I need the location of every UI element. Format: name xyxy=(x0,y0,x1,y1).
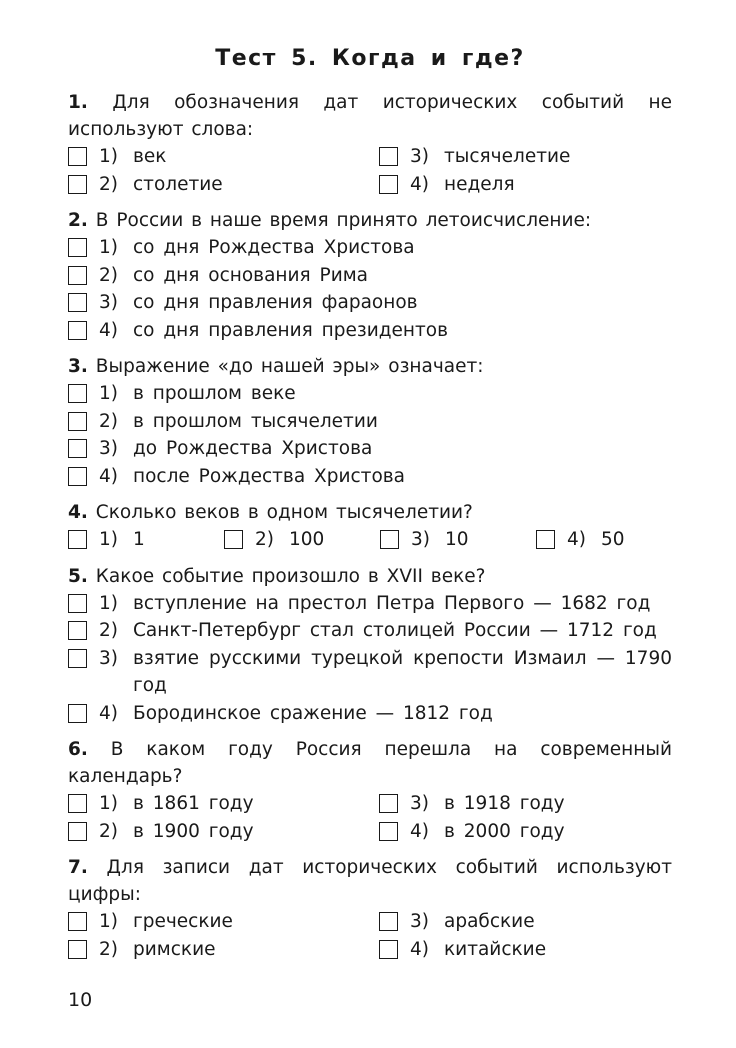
option-number: 3) xyxy=(99,438,118,459)
option-number: 3) xyxy=(410,793,429,814)
option xyxy=(379,143,672,171)
option xyxy=(224,526,380,554)
option xyxy=(68,818,379,846)
option-number: 2) xyxy=(99,264,118,286)
option-text: арабские xyxy=(444,911,535,932)
option xyxy=(68,317,672,345)
question-prompt: В каком году Россия перешла на современный календарь? xyxy=(68,739,672,787)
option-number: 3) xyxy=(410,911,429,932)
option-number: 4) xyxy=(99,465,118,487)
question-text xyxy=(68,854,672,908)
option-number: 3) xyxy=(99,647,118,669)
option xyxy=(379,936,672,964)
question-prompt: Выражение «до нашей эры» означает: xyxy=(95,356,484,377)
answer-checkbox[interactable] xyxy=(379,940,398,959)
option-text: в 1900 году xyxy=(133,820,254,842)
option xyxy=(68,380,672,408)
answer-checkbox[interactable] xyxy=(379,822,398,841)
option-text: вступление на престол Петра Первого — 1682 год xyxy=(133,592,651,614)
option-number: 2) xyxy=(99,938,118,960)
option-text: Санкт-Петербург стал столицей России — 1712 год xyxy=(133,620,657,641)
option xyxy=(68,790,379,818)
question-prompt: Сколько веков в одном тысячелетии? xyxy=(95,502,473,523)
question-number: 7. xyxy=(68,857,88,878)
option xyxy=(68,435,672,463)
option xyxy=(379,818,672,846)
test-page xyxy=(68,46,672,972)
option-number: 4) xyxy=(410,820,429,842)
option-text: 50 xyxy=(601,529,625,550)
options-row xyxy=(68,526,672,554)
answer-checkbox[interactable] xyxy=(379,912,398,931)
option-number: 4) xyxy=(410,173,429,195)
option xyxy=(379,908,672,936)
answer-checkbox[interactable] xyxy=(68,912,87,931)
option-text: в 1861 году xyxy=(133,793,254,814)
option xyxy=(379,171,672,199)
question-prompt: В России в наше время принято летоисчисление: xyxy=(95,210,592,231)
page-title: Тест 5. Когда и где? xyxy=(215,46,525,71)
option-number: 3) xyxy=(410,146,429,167)
option-number: 1) xyxy=(99,793,118,814)
question-2 xyxy=(68,207,672,344)
option-number: 3) xyxy=(99,292,118,313)
question-number: 2. xyxy=(68,210,88,231)
option-text: со дня правления фараонов xyxy=(133,292,418,313)
option xyxy=(536,526,672,554)
answer-checkbox[interactable] xyxy=(68,175,87,194)
answer-checkbox[interactable] xyxy=(379,794,398,813)
answer-checkbox[interactable] xyxy=(379,175,398,194)
option-text: в 1918 году xyxy=(444,793,565,814)
option-text: 100 xyxy=(289,529,325,550)
option xyxy=(68,936,379,964)
options-grid xyxy=(68,790,672,845)
option-text: до Рождества Христова xyxy=(133,438,373,459)
answer-checkbox[interactable] xyxy=(68,822,87,841)
answer-checkbox[interactable] xyxy=(68,649,87,668)
answer-checkbox[interactable] xyxy=(68,266,87,285)
option xyxy=(68,463,672,491)
option-text: после Рождества Христова xyxy=(133,465,406,487)
question-4 xyxy=(68,499,672,554)
question-1 xyxy=(68,89,672,198)
option-number: 2) xyxy=(99,820,118,842)
question-text xyxy=(68,353,672,380)
option xyxy=(379,790,672,818)
option xyxy=(68,262,672,290)
answer-checkbox[interactable] xyxy=(68,467,87,486)
option-text: век xyxy=(133,146,167,167)
option xyxy=(68,908,379,936)
option-text: римские xyxy=(133,938,216,960)
option-text: греческие xyxy=(133,911,233,932)
question-number: 1. xyxy=(68,92,88,113)
option xyxy=(68,143,379,171)
option-number: 1) xyxy=(99,146,118,167)
option xyxy=(380,526,536,554)
option-text: со дня правления президентов xyxy=(133,319,449,341)
option-number: 4) xyxy=(410,938,429,960)
option-text: столетие xyxy=(133,173,223,195)
question-7 xyxy=(68,854,672,963)
answer-checkbox[interactable] xyxy=(68,293,87,312)
question-3 xyxy=(68,353,672,490)
option-text: 1 xyxy=(133,529,145,550)
question-number: 5. xyxy=(68,565,88,587)
question-number: 3. xyxy=(68,356,88,377)
option-number: 1) xyxy=(99,529,118,550)
question-text xyxy=(68,736,672,790)
option-text: тысячелетие xyxy=(444,146,571,167)
option-number: 4) xyxy=(567,529,586,550)
question-text xyxy=(68,207,672,234)
option-number: 3) xyxy=(411,529,430,550)
answer-checkbox[interactable] xyxy=(68,940,87,959)
option xyxy=(68,590,672,618)
option-number: 4) xyxy=(99,319,118,341)
option xyxy=(68,408,672,436)
option-number: 1) xyxy=(99,911,118,932)
question-text xyxy=(68,499,672,526)
answer-checkbox[interactable] xyxy=(68,594,87,613)
option xyxy=(68,289,672,317)
option-text: со дня Рождества Христова xyxy=(133,237,415,258)
question-prompt: Для записи дат исторических событий используют цифры: xyxy=(68,857,672,905)
option-text: 10 xyxy=(445,529,469,550)
option-number: 1) xyxy=(99,592,118,614)
option xyxy=(68,700,672,728)
answer-checkbox[interactable] xyxy=(224,530,243,549)
option-text: в 2000 году xyxy=(444,820,565,842)
option-text: со дня основания Рима xyxy=(133,264,369,286)
option-text: в прошлом веке xyxy=(133,383,296,404)
question-number: 4. xyxy=(68,502,88,523)
options-grid xyxy=(68,908,672,963)
answer-checkbox[interactable] xyxy=(536,530,555,549)
question-prompt: Какое событие произошло в XVII веке? xyxy=(95,565,486,587)
question-5 xyxy=(68,563,672,728)
page-number: 10 xyxy=(68,989,93,1011)
answer-checkbox[interactable] xyxy=(68,530,87,549)
option xyxy=(68,234,672,262)
option xyxy=(68,526,224,554)
option-text: неделя xyxy=(444,173,515,195)
option-number: 2) xyxy=(99,620,118,641)
question-6 xyxy=(68,736,672,845)
answer-checkbox[interactable] xyxy=(380,530,399,549)
answer-checkbox[interactable] xyxy=(68,321,87,340)
answer-checkbox[interactable] xyxy=(68,412,87,431)
question-text xyxy=(68,89,672,143)
answer-checkbox[interactable] xyxy=(68,621,87,640)
option-number: 4) xyxy=(99,702,118,724)
answer-checkbox[interactable] xyxy=(68,147,87,166)
option-text: Бородинское сражение — 1812 год xyxy=(133,702,493,724)
question-text xyxy=(68,563,672,590)
answer-checkbox[interactable] xyxy=(68,384,87,403)
option-number: 2) xyxy=(99,173,118,195)
option-number: 1) xyxy=(99,237,118,258)
option-text: в прошлом тысячелетии xyxy=(133,410,378,432)
option-number: 1) xyxy=(99,383,118,404)
option xyxy=(68,617,672,645)
option xyxy=(68,171,379,199)
question-number: 6. xyxy=(68,739,88,760)
answer-checkbox[interactable] xyxy=(379,147,398,166)
answer-checkbox[interactable] xyxy=(68,704,87,723)
question-prompt: Для обозначения дат исторических событий не используют слова: xyxy=(68,92,672,140)
answer-checkbox[interactable] xyxy=(68,794,87,813)
option-text: взятие русскими турецкой крепости Измаил — 1790 год xyxy=(133,647,672,696)
option xyxy=(68,645,672,700)
answer-checkbox[interactable] xyxy=(68,238,87,257)
option-number: 2) xyxy=(255,529,274,550)
option-text: китайские xyxy=(444,938,547,960)
options-grid xyxy=(68,143,672,198)
option-number: 2) xyxy=(99,410,118,432)
answer-checkbox[interactable] xyxy=(68,439,87,458)
